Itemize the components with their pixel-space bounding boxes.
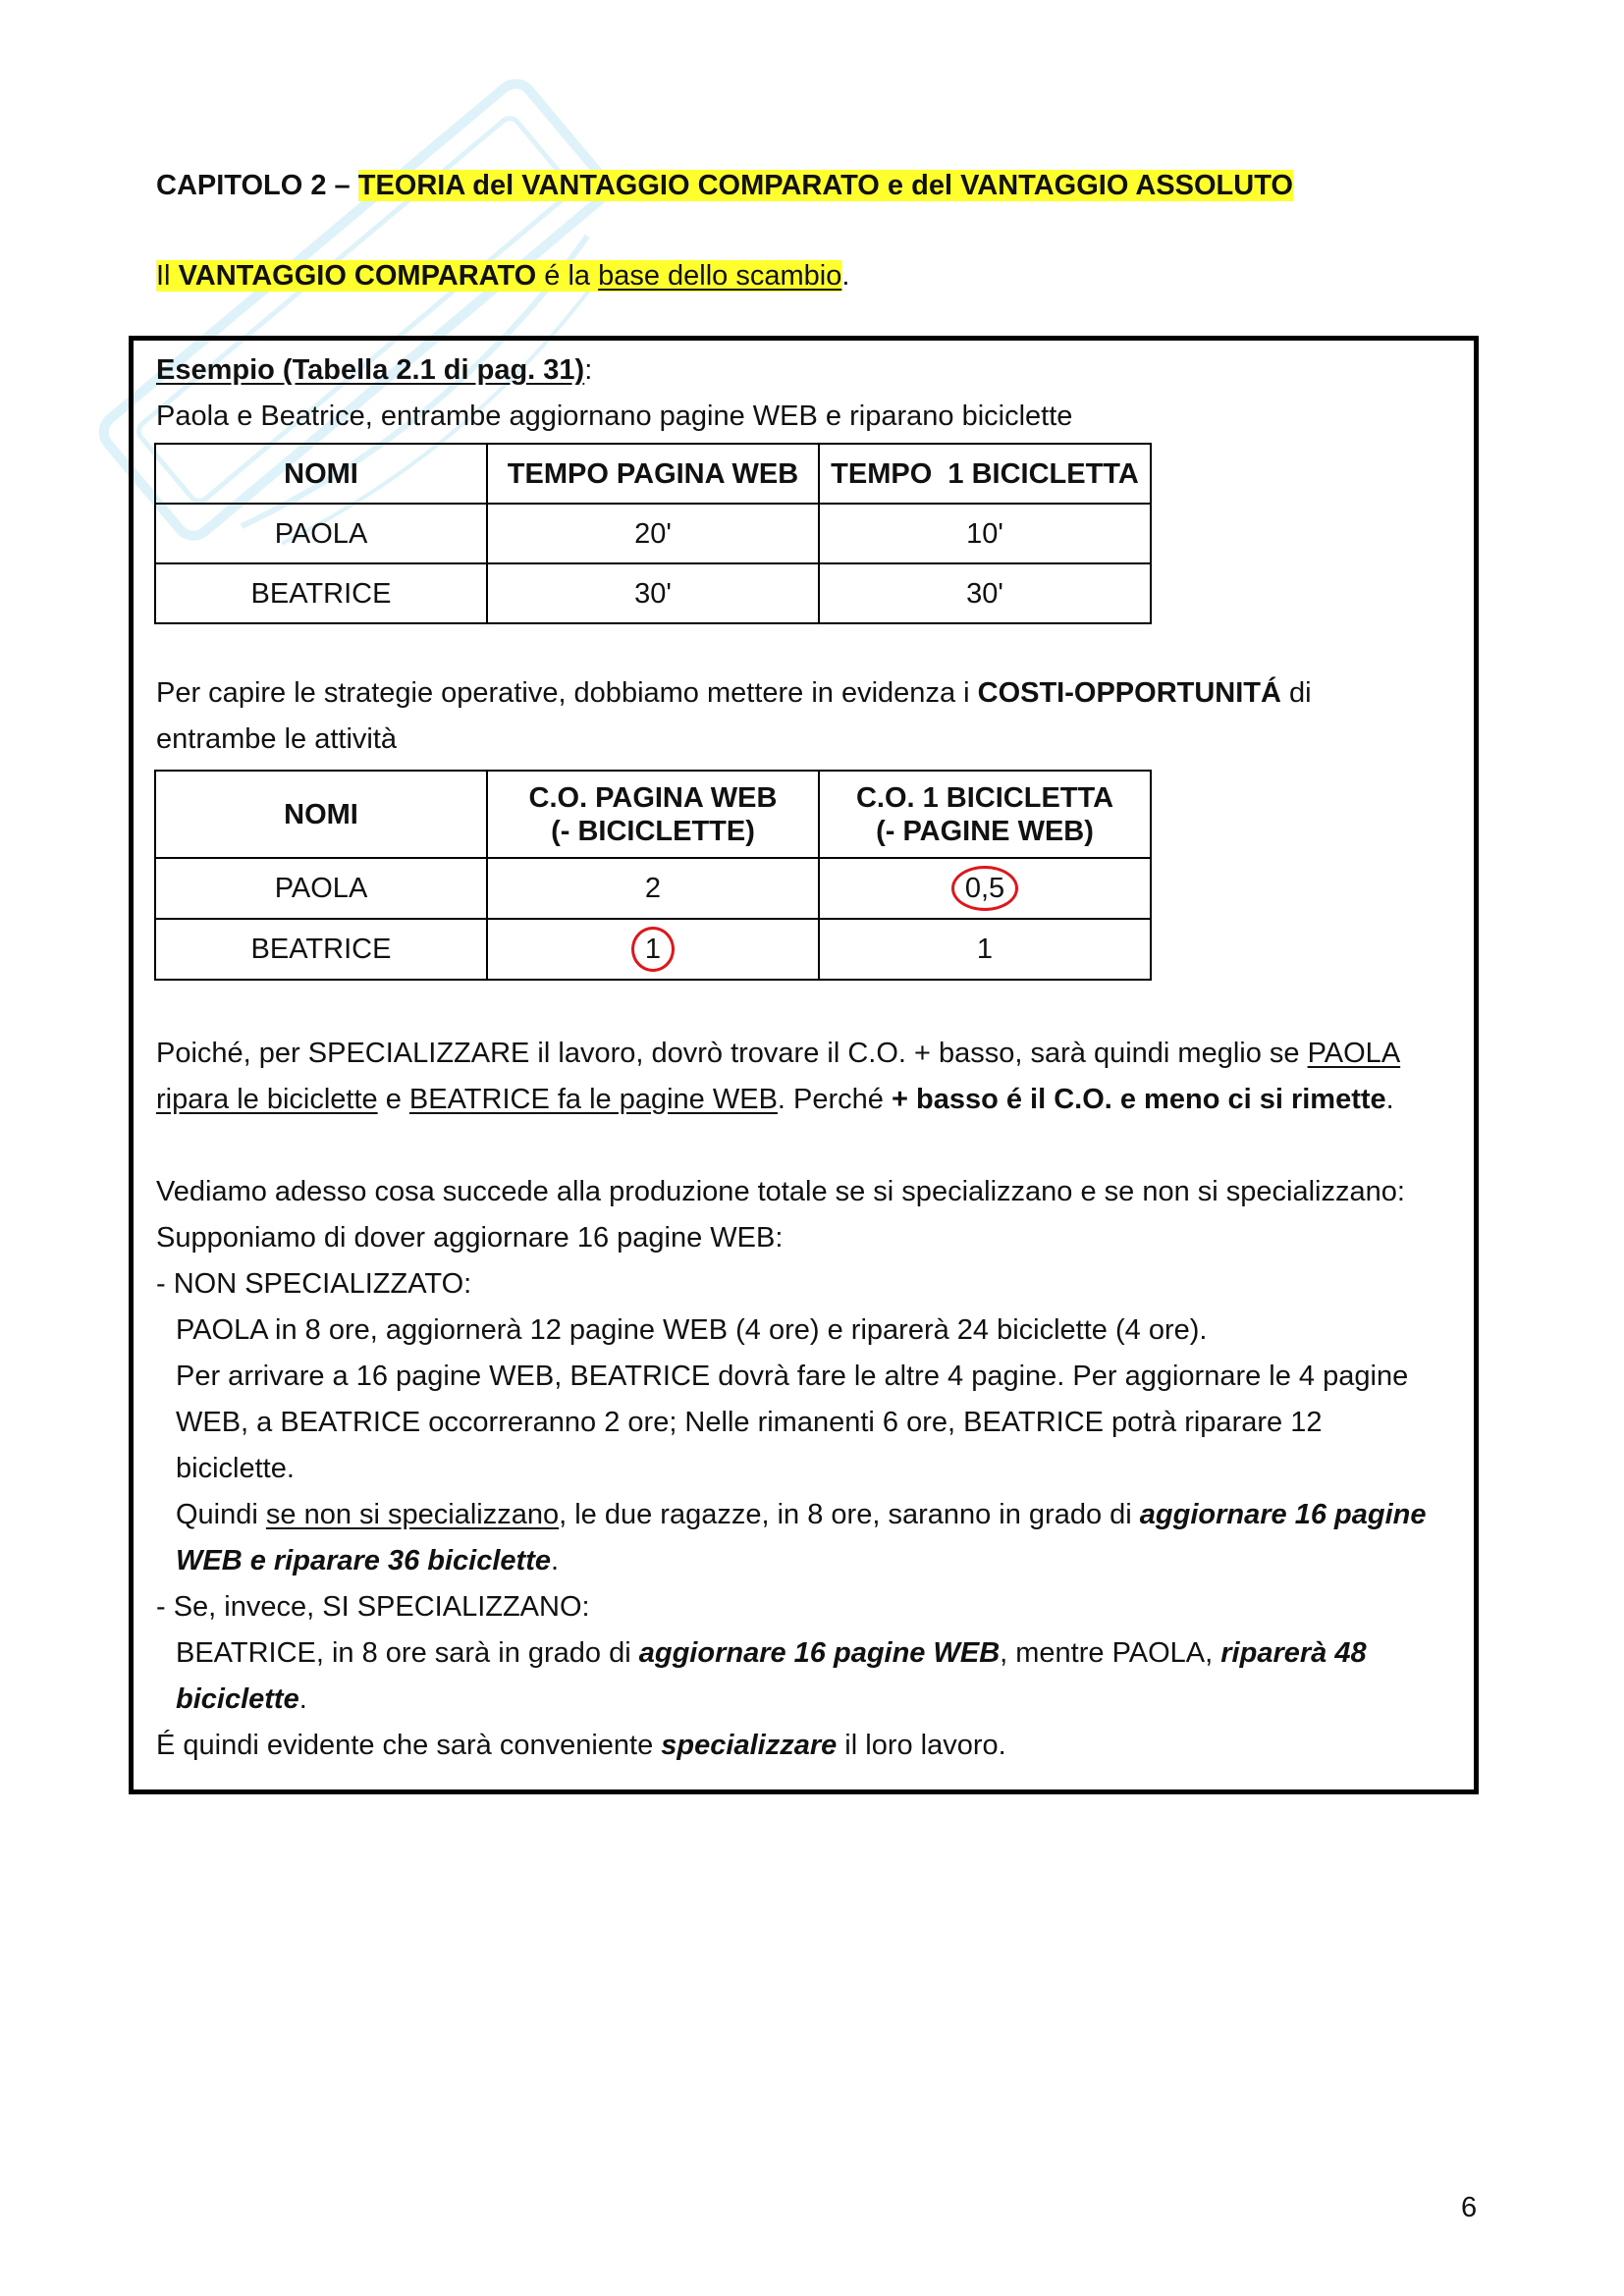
analysis-paragraph: Per arrivare a 16 pagine WEB, BEATRICE dovrà fare le altre 4 pagine. Per aggiornare le 4 pagine [176,1361,1409,1392]
chapter-title [156,163,1293,209]
conclusion-line-2 [156,1077,1394,1123]
table-cell [487,919,819,980]
circled-value: 0,5 [961,872,1008,905]
table-cell: BEATRICE [155,563,487,623]
intro-line [156,253,849,299]
conclusion-underlined: BEATRICE fa le pagine WEB [408,1084,778,1115]
page-number: 6 [1461,2192,1478,2223]
intro-part-1: Il [156,260,179,292]
conclusion-line-1 [156,1031,1400,1077]
table-cell: PAOLA [155,504,487,563]
analysis-bold-italic: WEB e riparare 36 biciclette [176,1545,551,1576]
conclusion-text: Poiché, per SPECIALIZZARE il lavoro, dovrò trovare il C.O. + basso, sarà quindi meglio se [156,1038,1308,1069]
analysis-text: BEATRICE, in 8 ore sarà in grado di [176,1637,639,1669]
analysis-text: . [551,1545,560,1576]
analysis-line [176,1677,307,1723]
costs-intro-text-end: di [1280,677,1312,709]
table-row [155,563,1151,623]
table-header: NOMI [284,457,358,490]
table-header-sub: (- PAGINE WEB) [876,815,1094,847]
costs-intro-line-1 [156,670,1312,717]
opportunity-cost-table [154,770,1152,981]
example-description: Paola e Beatrice, entrambe aggiornano pagine WEB e riparano biciclette [156,400,1073,432]
conclusion-underlined: ripara le biciclette [156,1084,378,1115]
table-cell: 1 [819,919,1151,980]
chapter-title-highlight: TEORIA del VANTAGGIO COMPARATO e del VANTAGGIO ASSOLUTO [357,170,1293,201]
analysis-paragraph: Vediamo adesso cosa succede alla produzione totale se si specializzano e se non si specializzano: [156,1176,1405,1207]
analysis-text: É quindi evidente che sarà conveniente [156,1730,662,1761]
table-cell: BEATRICE [155,919,487,980]
analysis-paragraph: PAOLA in 8 ore, aggiornerà 12 pagine WEB (4 ore) e riparerà 24 biciclette (4 ore). [176,1314,1208,1346]
table-cell [819,858,1151,919]
analysis-underlined: se non si specializzano [265,1499,560,1530]
analysis-paragraph: - NON SPECIALIZZATO: [156,1268,472,1300]
costs-intro-keyword: COSTI-OPPORTUNITÁ [977,677,1281,709]
intro-keyword: VANTAGGIO COMPARATO [178,260,537,292]
table-cell: 30' [487,563,819,623]
analysis-line [176,1492,1426,1538]
analysis-line [156,1723,1006,1769]
table-row [155,919,1151,980]
example-title-line [156,347,592,394]
table-cell: 30' [819,563,1151,623]
table-header-sub: (- BICICLETTE) [551,815,755,847]
conclusion-bold: + basso é il C.O. e meno ci si rimette [891,1084,1386,1115]
analysis-text: , mentre PAOLA, [1000,1637,1221,1669]
costs-intro-line-2: entrambe le attività [156,723,398,755]
analysis-line [176,1630,1367,1677]
conclusion-text: . Perché [777,1084,892,1115]
analysis-line [176,1538,559,1584]
chapter-title-prefix: CAPITOLO 2 – [156,170,358,201]
conclusion-text: e [377,1084,409,1115]
analysis-bold-italic: biciclette [176,1683,299,1715]
table-header: C.O. PAGINA WEB [528,781,778,814]
intro-underlined: base dello scambio [598,260,842,292]
analysis-paragraph: - Se, invece, SI SPECIALIZZANO: [156,1591,590,1623]
analysis-text: . [298,1683,307,1715]
example-title: Esempio (Tabella 2.1 di pag. 31) [156,354,585,386]
table-header: NOMI [284,798,358,830]
analysis-paragraph: WEB, a BEATRICE occorreranno 2 ore; Nelle rimanenti 6 ore, BEATRICE potrà riparare 12 [176,1407,1323,1438]
analysis-bold-italic: aggiornare 16 pagine WEB [638,1637,1001,1669]
table-cell: 20' [487,504,819,563]
table-header: TEMPO PAGINA WEB [507,457,799,490]
table-header: TEMPO 1 BICICLETTA [831,457,1139,490]
table-row [155,504,1151,563]
analysis-text: il loro lavoro. [837,1730,1006,1761]
analysis-paragraph: Supponiamo di dover aggiornare 16 pagine WEB: [156,1222,784,1254]
table-row [155,858,1151,919]
costs-intro-text: Per capire le strategie operative, dobbiamo mettere in evidenza i [156,677,978,709]
conclusion-text: . [1385,1084,1394,1115]
analysis-text: Quindi [176,1499,266,1530]
table-cell: 10' [819,504,1151,563]
intro-part-3: é la [536,260,599,292]
analysis-bold-italic: aggiornare 16 pagine [1139,1499,1427,1530]
analysis-bold-italic: riparerà 48 [1220,1637,1367,1669]
time-table [154,443,1152,624]
table-cell: 2 [487,858,819,919]
conclusion-underlined: PAOLA [1307,1038,1401,1069]
intro-period: . [841,260,850,292]
circled-value: 1 [641,933,665,966]
example-title-colon: : [584,354,593,386]
analysis-bold-italic: specializzare [661,1730,838,1761]
table-cell: PAOLA [155,858,487,919]
analysis-text: , le due ragazze, in 8 ore, saranno in grado di [559,1499,1140,1530]
table-header: C.O. 1 BICICLETTA [855,781,1114,814]
analysis-paragraph: biciclette. [176,1453,295,1484]
